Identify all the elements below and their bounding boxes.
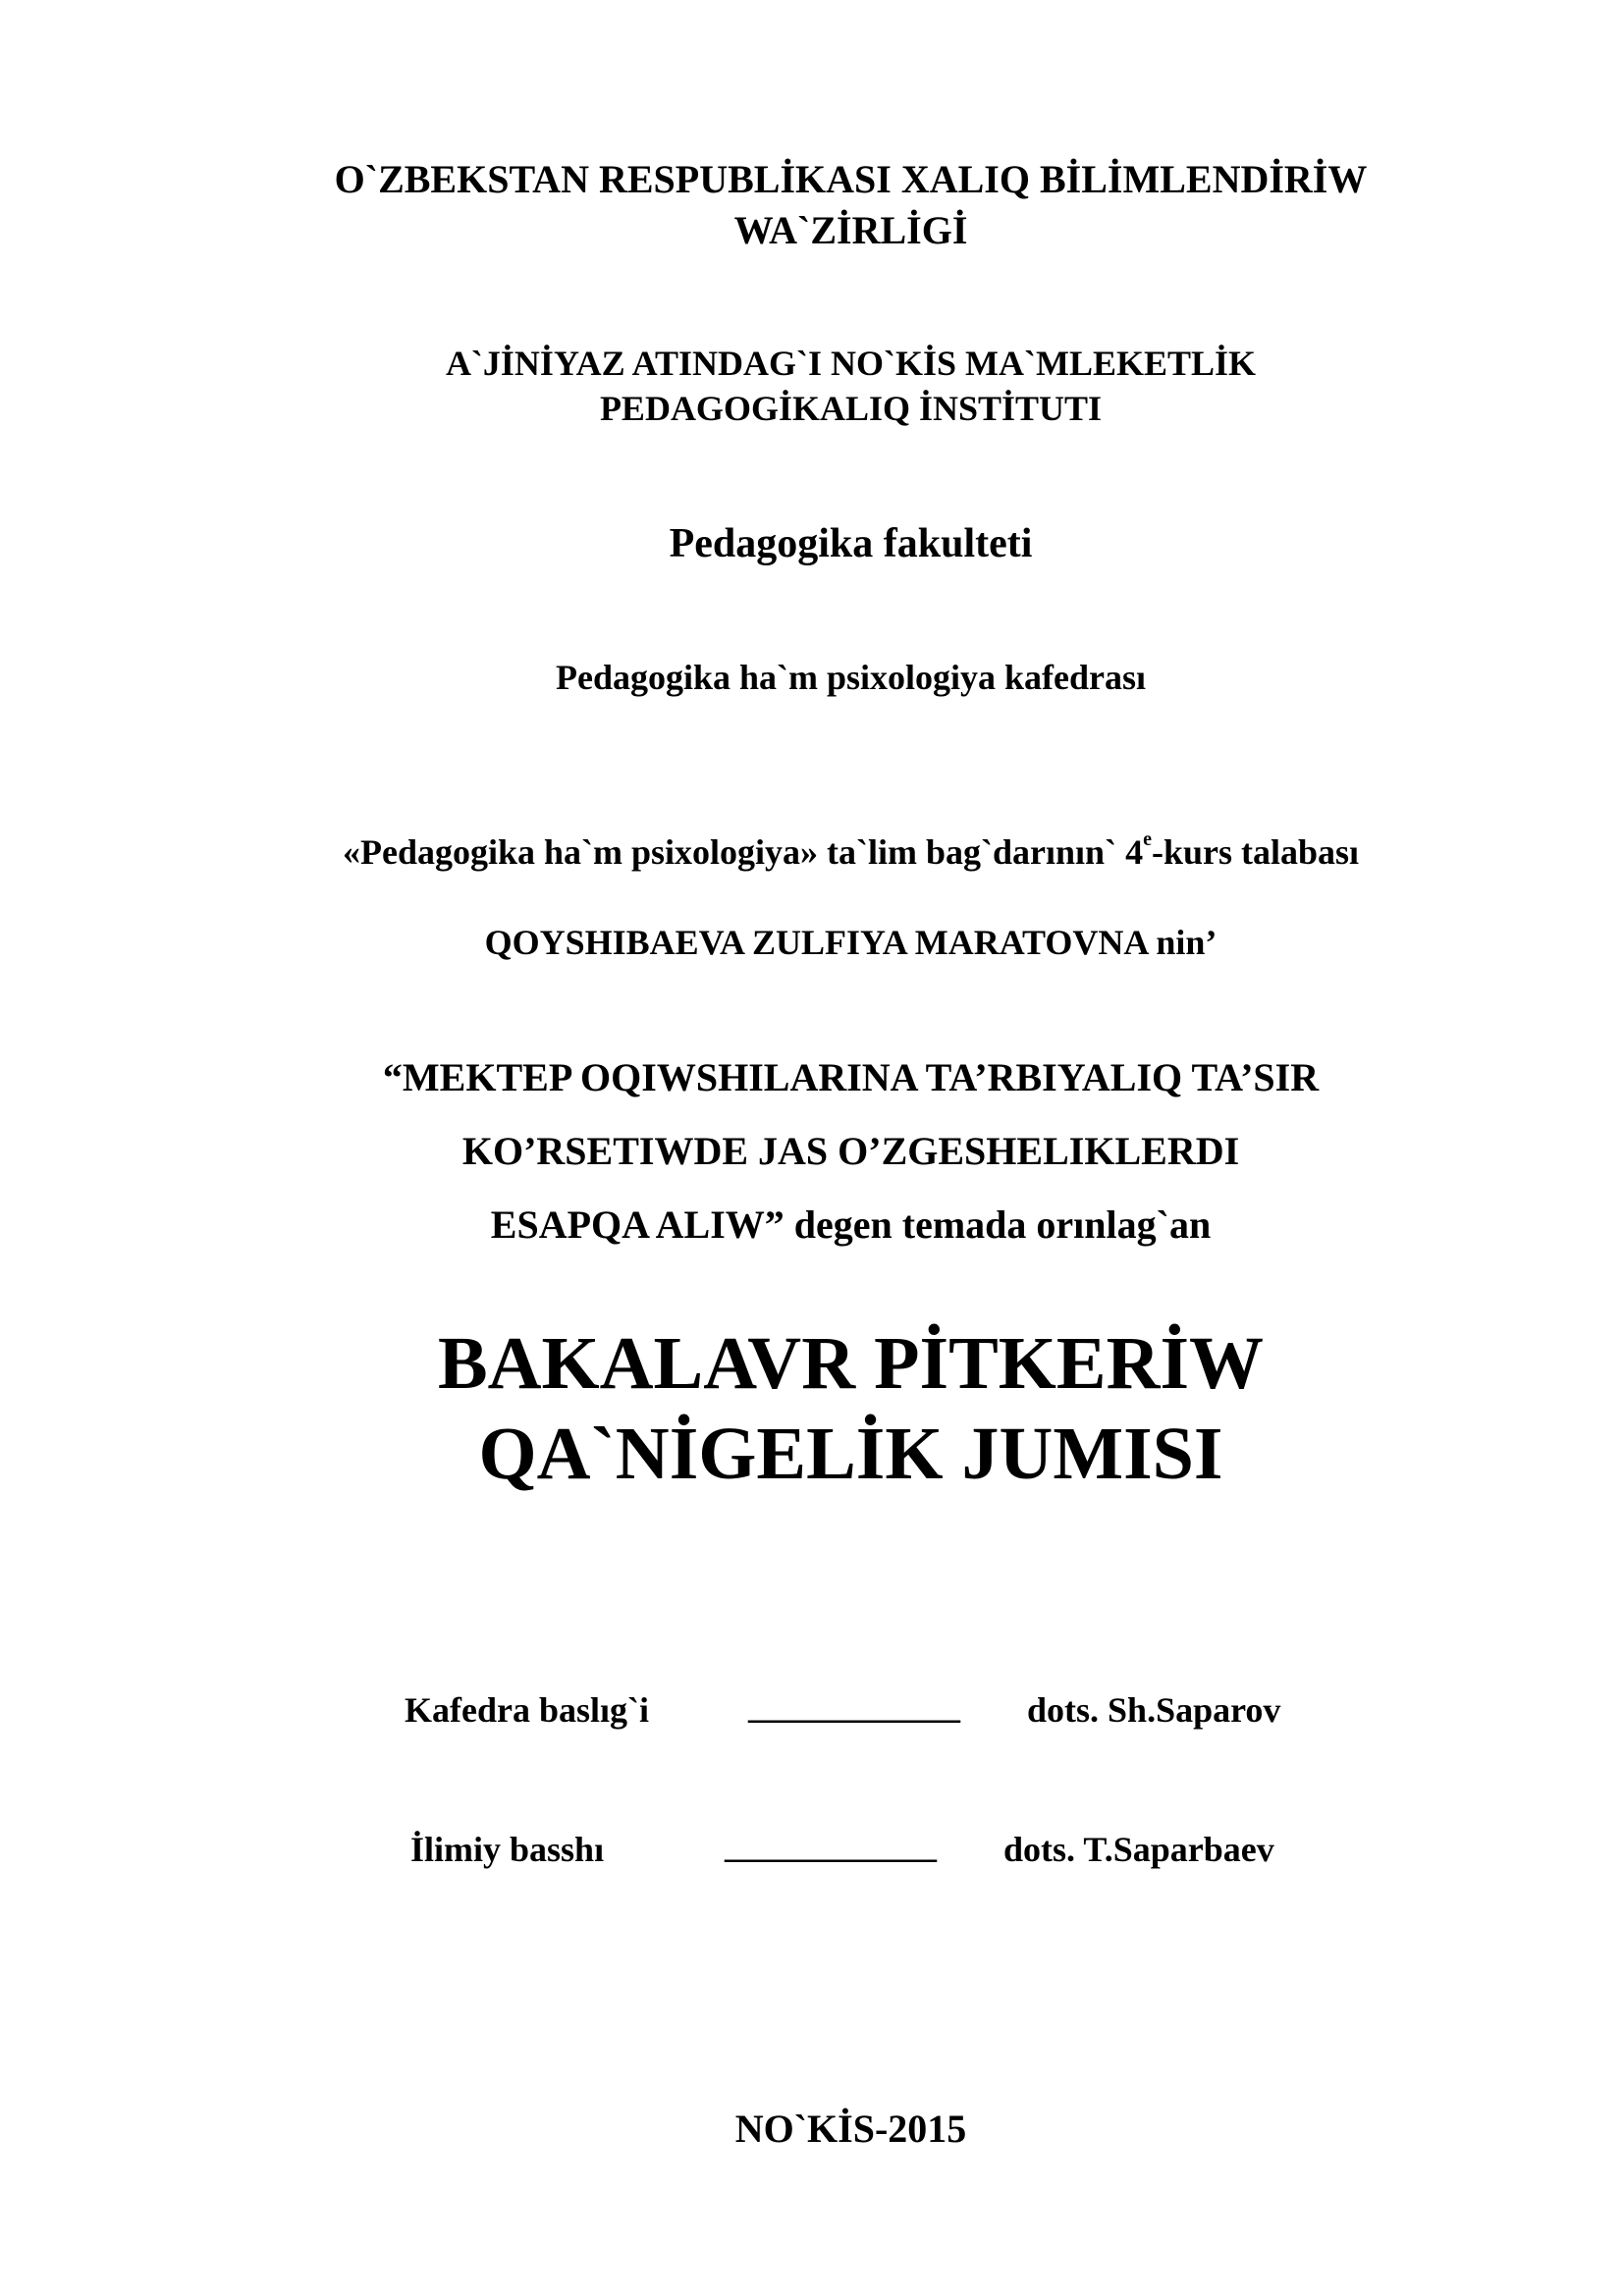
signature-label: İlimiy basshı (410, 1830, 605, 1869)
student-name: QOYSHIBAEVA ZULFIYA MARATOVNA nin’ (484, 923, 1217, 962)
institute-title-line1: A`JİNİYAZ ATINDAG`I NO`KİS MA`MLEKETLİK (445, 344, 1257, 383)
signature-name: dots. T.Saparbaev (1003, 1830, 1274, 1869)
chair-name: Pedagogika ha`m psixologiya kafedrası (555, 658, 1147, 697)
student-program-prefix: «Pedagogika ha`m psixologiya» ta`lim bag`darının` 4 (343, 832, 1144, 872)
student-program-line (0, 828, 1623, 873)
signature-label: Kafedra baslıg`i (405, 1690, 649, 1730)
topic-line1: “MEKTEP OQIWSHILARINA TA’RBIYALIQ TA’SIR (382, 1055, 1320, 1099)
signature-blank: ____________ (725, 1826, 937, 1865)
ministry-title-line2: WA`ZİRLİGİ (733, 208, 968, 252)
course-superscript: e (1143, 828, 1152, 850)
faculty-name: Pedagogika fakulteti (669, 521, 1033, 566)
thesis-title-line2: QA`NİGELİK JUMISI (478, 1413, 1223, 1495)
topic-line3: ESAPQA ALIW” degen temada orınlag`an (490, 1202, 1212, 1247)
signature-blank: ____________ (748, 1686, 960, 1726)
city-year: NO`KİS-2015 (734, 2107, 967, 2151)
student-program-suffix: -kurs talabası (1151, 832, 1359, 872)
ministry-title-line1: O`ZBEKSTAN RESPUBLİKASI XALIQ BİLİMLENDİRİW (334, 157, 1368, 201)
institute-title-line2: PEDAGOGİKALIQ İNSTİTUTI (599, 389, 1103, 428)
topic-line2: KO’RSETIWDE JAS O’ZGESHELIKLERDI (461, 1129, 1240, 1173)
signature-name: dots. Sh.Saparov (1027, 1690, 1281, 1730)
thesis-title-line1: BAKALAVR PİTKERİW (437, 1322, 1265, 1405)
